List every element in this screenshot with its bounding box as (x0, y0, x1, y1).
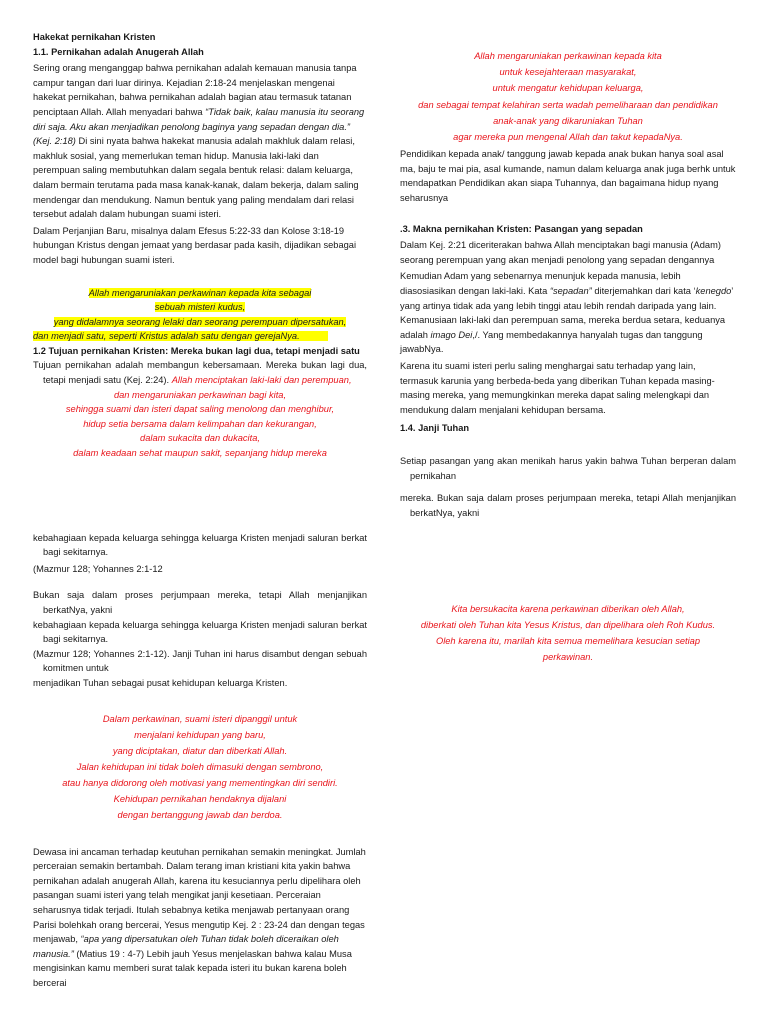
respect-paragraph: Karena itu suami isteri perlu saling menghargai satu terhadap yang lain, termasuk karunia yang berbeda-beda yang diberikan Tuhan kepada masing-masing mereka, yang memungkinkan mereka dapat saling melengkapi dan mendukung dalam menjalani kehidupan bersama. (400, 360, 715, 415)
right-column (400, 48, 736, 665)
red-liturgy-purpose: dan mengaruniakan perkawinan bagi kita, sehingga suami dan isteri dapat saling menolong dan menghibur, hidup setia bersama dalam kelimpahan dan kekurangan, dalam sukacita dan dukacita, dalam keadaan sehat maupun sakit, sepanjang hidup mereka (65, 389, 335, 459)
left-column (33, 30, 367, 991)
matthew-quote: “apa yang dipersatukan oleh Tuhan tidak boleh diceraikan oleh manusia.” (33, 934, 339, 959)
blessing-paragraph: kebahagiaan kepada keluarga sehingga keluarga Kristen menjadi saluran berkat bagi sekitarnya. (33, 532, 367, 558)
highlight-line: Allah mengaruniakan perkawinan kepada kita sebagai (88, 287, 312, 298)
red-liturgy-purposes-of-marriage: Allah mengaruniakan perkawinan kepada kita untuk kesejahteraan masyarakat, untuk mengatur kehidupan keluarga, dan sebagai tempat kelahiran serta wadah pemeliharaan dan pendidikan anak-anak yang dikaruniakan Tuhan agar mereka pun mengenal Allah dan takut kepadaNya. (418, 51, 718, 143)
promise-paragraph: Bukan saja dalam proses perjumpaan mereka, tetapi Allah menjanjikan berkatNya, yakni (33, 590, 367, 615)
genesis-quote: “Tidak baik, kalau manusia itu seorang diri saja. Aku akan menjadikan penolong baginya yang sepadan dengan dia.” (Kej. 2:18) (33, 106, 365, 147)
highlighted-liturgy (33, 280, 367, 344)
new-testament-paragraph: Dalam Perjanjian Baru, misalnya dalam Efesus 5:22-33 dan Kolose 3:18-19 hubungan Kristus dengan jemaat yang berdasar pada kasih, dijadikan sebagai model bagi hubungan suami isteri. (33, 225, 357, 265)
education-paragraph: Pendidikan kepada anak/ tanggung jawab kepada anak bukan hanya soal asal ma, baju te mai pia, asal kumande, namun dalam keluarga anak juga berhk untuk mendapatkan Pendidikan akan siapa Tuhannya, dan bagaimana hidup nyang seharusnya (400, 149, 736, 203)
promise-blessing-paragraph: mereka. Bukan saja dalam proses perjumpaan mereka, tetapi Allah menjanjikan berkatNya, yakni (400, 493, 736, 518)
section-1-1-paragraph: Sering orang menganggap bahwa pernikahan adalah kemauan manusia tanpa campur tangan dari luar dirinya. Kejadian 2:18-24 menjelaskan mengenai hakekat pernikahan, bahwa pernikahan adalah bagian atau termasuk tatanan penciptaan Allah. Allah menyadari bahwa “Tidak baik, kalau manusia itu seorang diri saja. Aku akan menjadikan penolong baginya yang sepadan dengan dia.” (Kej. 2:18) Di sini nyata bahwa hakekat manusia adalah makhluk dalam relasi, makhluk sosial, yang memerlukan teman hidup. Manusia laki-laki dan perempuan saling membutuhkan dalam segala bentuk relasi: dalam keluarga, dalam bermain terutama pada masa kanak-kanak, dalam bekerja, dalam saling mendengar dan mendukung. Namun bentuk yang paling mendalam dari relasi tersebut adalah dalam hubungan suami isteri. (33, 63, 365, 220)
creation-paragraph: Dalam Kej. 2:21 diceriterakan bahwa Allah menciptakan bagi manusia (Adam) seorang perempuan yang akan menjadi penolong yang sepadan dengannya (400, 240, 721, 265)
highlight-line: dan menjadi satu, seperti Kristus adalah satu dengan gerejaNya. (33, 331, 328, 341)
highlight-line: yang didalamnya seorang lelaki dan seorang perempuan dipersatukan, (53, 316, 347, 327)
red-liturgy-calling: Dalam perkawinan, suami isteri dipanggil untuk menjalani kehidupan yang baru, yang diciptakan, diatur dan diberkati Allah. Jalan kehidupan ini tidak boleh dimasuki dengan sembrono, atau hanya didorong oleh motivasi yang mementingkan diri sendiri. Kehidupan pernikahan hendaknya dijalani dengan bertanggung jawab dan berdoa. (62, 713, 338, 820)
highlight-line: sebuah misteri kudus, (154, 302, 246, 313)
section-1-1-heading: 1.1. Pernikahan adalah Anugerah Allah (33, 46, 204, 57)
scripture-reference: (Mazmur 128; Yohannes 2:1-12 (33, 563, 163, 574)
section-1-3-heading: .3. Makna pernikahan Kristen: Pasangan yang sepadan (400, 223, 643, 234)
equality-paragraph: Kemudian Adam yang sebenarnya menunjuk kepada manusia, lebih diasosiasikan dengan laki-laki. Kata “sepadan” diterjemahkan dari kata ‘kenegdo’ yang artinya tidak ada yang lebih tinggi atau lebih rendah daripada yang lain. Kemanusiaan laki-laki dan perempuan sama, mereka berdua setara, keduanya adalah imago Dei,/. Yang membedakannya hanyalah tugas dan tanggung jawabNya. (400, 271, 734, 355)
promise-intro-paragraph: Setiap pasangan yang akan menikah harus yakin bahwa Tuhan berperan dalam pernikahan (400, 455, 736, 481)
commitment-paragraph: (Mazmur 128; Yohannes 2:1-12). Janji Tuhan ini harus disambut dengan sebuah komitmen untuk (33, 648, 367, 674)
center-of-life-paragraph: menjadikan Tuhan sebagai pusat kehidupan keluarga Kristen. (33, 677, 288, 688)
red-liturgy-rejoice: Kita bersukacita karena perkawinan diberikan oleh Allah, diberkati oleh Tuhan kita Yesus Kristus, dan dipelihara oleh Roh Kudus. Oleh karena itu, marilah kita semua memelihara kesucian setiap perkawinan. (420, 604, 716, 662)
section-1-4-heading: 1.4. Janji Tuhan (400, 423, 470, 434)
section-1-2-heading: 1.2 Tujuan pernikahan Kristen: Mereka bukan lagi dua, tetapi menjadi satu (33, 345, 360, 356)
blessing-paragraph-repeat: kebahagiaan kepada keluarga sehingga keluarga Kristen menjadi saluran berkat bagi sekitarnya. (33, 619, 367, 645)
divorce-paragraph: Dewasa ini ancaman terhadap keutuhan pernikahan semakin meningkat. Jumlah perceraian semakin bertambah. Dalam terang iman kristiani kita yakin bahwa pernikahan adalah anugerah Allah, karena itu kesuciannya perlu dipelihara oleh pasangan suami isteri yang telah mengikat janji kesetiaan. Perceraian seharusnya tidak terjadi. Itulah sebabnya ketika menjawab pertanyaan orang Parisi bolehkah orang bercerai, Yesus mengutip Kej. 2 : 23-24 dan dengan tegas menjawab, “apa yang dipersatukan oleh Tuhan tidak boleh diceraikan oleh manusia.” (Matius 19 : 4-7) Lebih jauh Yesus menjelaskan bahwa kalau Musa mengisinkan kamu memberi surat talak kepada isteri itu bukan karena boleh bercerai (33, 846, 366, 988)
section-1-2-paragraph: Tujuan pernikahan adalah membangun kebersamaan. Mereka bukan lagi dua, tetapi menjadi satu (Kej. 2:24). Allah menciptakan laki-laki dan perempuan, (33, 360, 367, 386)
document-title: Hakekat pernikahan Kristen (33, 32, 156, 42)
